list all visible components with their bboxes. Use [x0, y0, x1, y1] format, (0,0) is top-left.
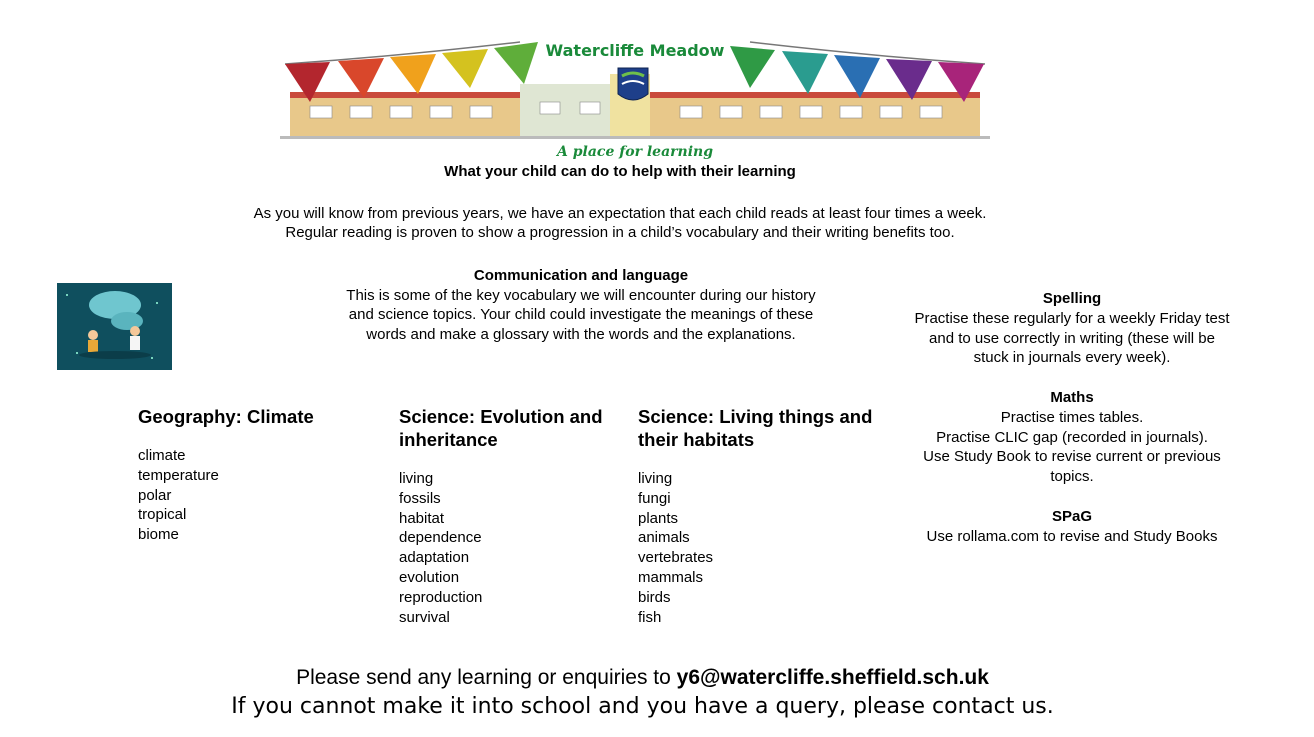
communication-title: Communication and language: [473, 267, 689, 284]
school-logo: [280, 14, 990, 160]
maths-line: Use Study Book to revise current or previous topics.: [923, 448, 1221, 486]
vocab-word: tropical: [138, 506, 187, 524]
vocab-word: climate: [138, 447, 186, 464]
maths-line: Practise times tables.: [1000, 408, 1144, 426]
vocab-word: fungi: [638, 489, 671, 507]
intro-line-2: Regular reading is proven to show a progression in a child’s vocabulary and their writing benefits too.: [285, 224, 955, 241]
vocab-word: animals: [638, 529, 690, 547]
vocab-word: adaptation: [399, 549, 470, 567]
evolution-column: [399, 405, 619, 627]
vocab-word: plants: [638, 509, 679, 527]
living-things-title: Science: Living things and their habitats: [638, 406, 873, 450]
spelling-title: Spelling: [1042, 290, 1102, 307]
spelling-body: Practise these regularly for a weekly Friday test and to use correctly in writing (these will be stuck in journals every week).: [914, 309, 1230, 367]
spag-body: Use rollama.com to revise and Study Books: [926, 527, 1218, 545]
vocab-word: fossils: [399, 489, 441, 507]
children-talking-illustration: [57, 283, 172, 370]
tagline-text: A place for learning: [557, 144, 713, 160]
school-name-text: Watercliffe Meadow: [545, 41, 725, 60]
communication-section: [335, 266, 827, 344]
intro-text: [160, 204, 1080, 242]
evolution-title: Science: Evolution and inheritance: [399, 406, 603, 450]
vocab-word: vertebrates: [638, 549, 714, 567]
vocab-word: survival: [399, 608, 450, 626]
vocab-word: dependence: [399, 529, 482, 547]
geography-column: [138, 405, 368, 545]
footer-query-line: If you cannot make it into school and you have a query, please contact us.: [231, 694, 1054, 719]
vocab-word: habitat: [399, 509, 445, 527]
maths-line: Practise CLIC gap (recorded in journals).: [936, 428, 1208, 446]
vocab-word: mammals: [638, 568, 704, 586]
vocab-word: living: [638, 470, 673, 487]
footer-prefix: Please send any learning or enquiries to: [296, 666, 677, 689]
maths-section: [912, 388, 1232, 487]
geography-title: Geography: Climate: [138, 406, 314, 427]
spelling-section: [912, 289, 1232, 368]
homework-sidebar: [912, 289, 1232, 566]
vocab-word: evolution: [399, 568, 460, 586]
vocab-word: polar: [138, 486, 172, 504]
vocab-word: reproduction: [399, 588, 483, 606]
vocab-word: fish: [638, 608, 662, 626]
vocab-word: biome: [138, 526, 179, 544]
footer-contact-line: [180, 664, 1105, 692]
vocab-word: birds: [638, 588, 671, 606]
vocab-word: living: [399, 470, 434, 487]
communication-body: This is some of the key vocabulary we will encounter during our history and science topics. Your child could investigate the meanings of these words and make a glossary with the words and the explanations.: [346, 286, 816, 343]
living-things-column: [638, 405, 908, 627]
vocab-word: temperature: [138, 466, 219, 484]
spag-title: SPaG: [1051, 507, 1093, 525]
contact-email-link[interactable]: y6@watercliffe.sheffield.sch.uk: [676, 666, 989, 689]
maths-title: Maths: [1050, 388, 1094, 406]
page-title: What your child can do to help with their learning: [444, 163, 796, 180]
spag-section: [912, 507, 1232, 547]
intro-line-1: As you will know from previous years, we have an expectation that each child reads at least four times a week.: [253, 205, 987, 222]
